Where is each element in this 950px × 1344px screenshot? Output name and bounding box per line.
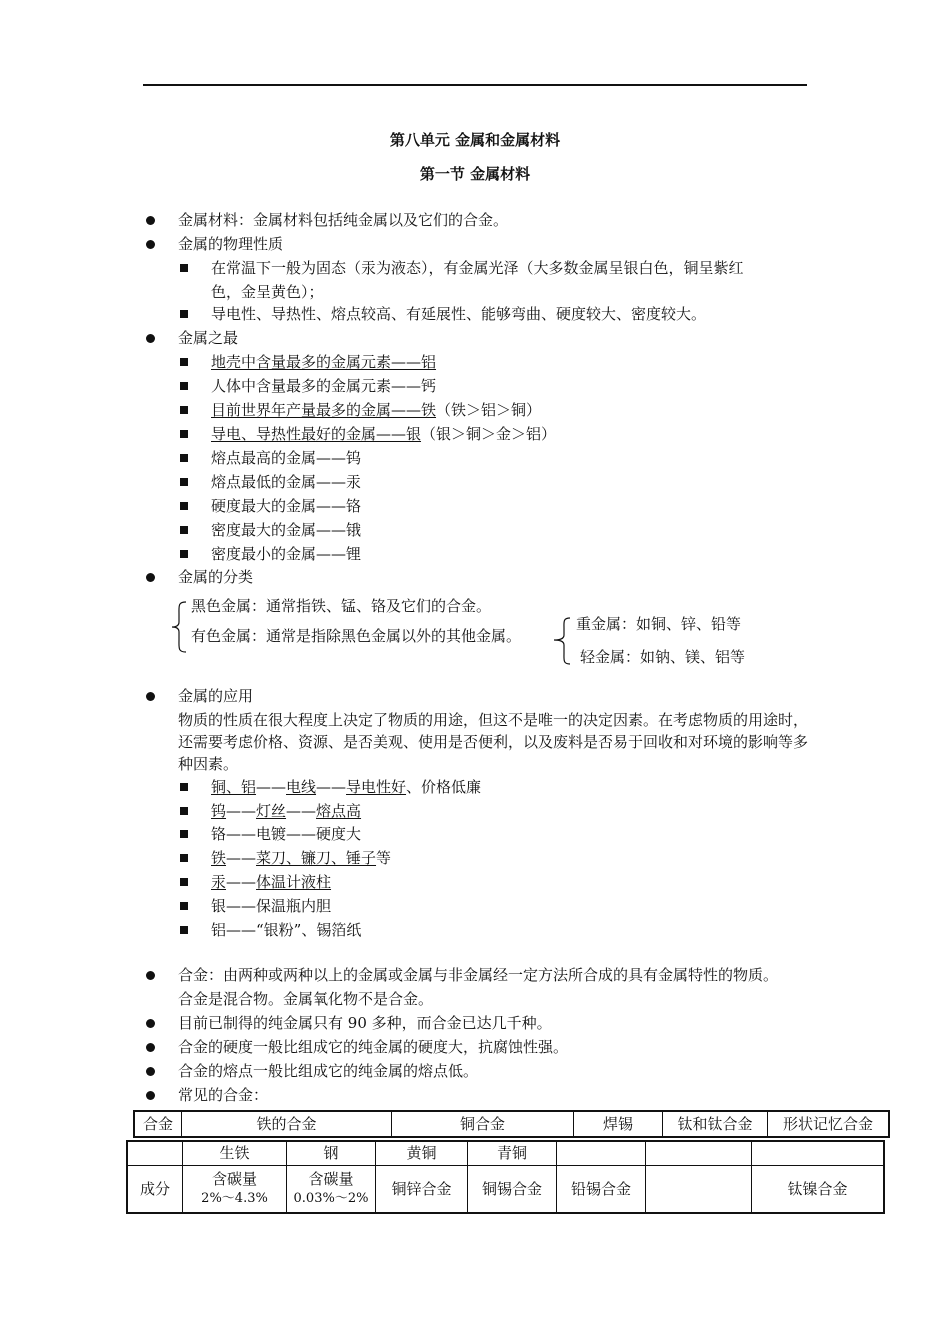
table-cell: 钛和钛合金: [663, 1111, 768, 1137]
apply-item: [211, 847, 391, 869]
apply-metal: 铁: [211, 849, 227, 867]
square-bullet: [180, 830, 188, 838]
square-bullet: [180, 550, 188, 558]
carbon-label: 含碳量: [211, 1169, 257, 1188]
table-cell: [752, 1141, 885, 1165]
table-cell: 焊锡: [574, 1111, 663, 1137]
apply-sep: ——: [316, 778, 347, 796]
square-bullet: [180, 382, 188, 390]
square-bullet: [180, 310, 188, 318]
black-metal-text: 黑色金属：通常指铁、锰、铬及它们的合金。: [191, 597, 492, 615]
apply-reason: 熔点高: [316, 802, 362, 820]
square-bullet: [180, 454, 188, 462]
apply-item: [211, 800, 361, 822]
bullet-dot: [146, 240, 155, 249]
apply-extra: 等: [376, 849, 392, 867]
apply-metal: 钨: [211, 802, 227, 820]
left-brace-icon: [170, 600, 188, 654]
square-bullet: [180, 807, 188, 815]
alloy-fact: 合金的熔点一般比组成它的纯金属的熔点低。: [178, 1062, 479, 1080]
table-cell: 黄铜: [376, 1141, 468, 1165]
square-bullet: [180, 406, 188, 414]
table-cell: 铜锡合金: [468, 1165, 557, 1213]
bullet-dot: [146, 334, 155, 343]
table-cell: 铁的合金: [182, 1111, 392, 1137]
bullet-dot: [146, 573, 155, 582]
most-item-note: （银＞铜＞金＞铝）: [421, 425, 557, 443]
section-title: 第一节 金属材料: [419, 165, 531, 183]
bullet-dot: [146, 216, 155, 225]
apply-use: 灯丝: [256, 802, 287, 820]
most-item: 密度最小的金属——锂: [211, 545, 362, 563]
carbon-range: 2%～4.3%: [201, 1190, 268, 1206]
apply-use: 体温计液柱: [256, 873, 332, 891]
header-rule: [143, 84, 807, 86]
table-cell: 铜合金: [392, 1111, 574, 1137]
most-item: 人体中含量最多的金属元素——钙: [211, 377, 437, 395]
table-cell: 生铁: [183, 1141, 287, 1165]
apply-item: 银——保温瓶内胆: [211, 897, 332, 915]
square-bullet: [180, 526, 188, 534]
most-item-main: 目前世界年产量最多的金属——铁: [211, 401, 437, 419]
apply-reason: 导电性好: [346, 778, 407, 796]
most-item-main: 导电、导热性最好的金属——银: [211, 425, 422, 443]
table-row-label: 成分: [127, 1165, 183, 1213]
heavy-metal-text: 重金属：如铜、锌、铅等: [576, 615, 742, 633]
square-bullet: [180, 502, 188, 510]
apply-sep: ——: [286, 802, 317, 820]
definition-text: 金属材料：金属材料包括纯金属以及它们的合金。: [178, 211, 509, 229]
table-cell: 形状记忆合金: [768, 1111, 890, 1137]
square-bullet: [180, 478, 188, 486]
alloy-def: 合金：由两种或两种以上的金属或金属与非金属经一定方法所合成的具有金属特性的物质。: [178, 966, 779, 984]
carbon-range: 0.03%～2%: [293, 1190, 369, 1206]
square-bullet: [180, 878, 188, 886]
table-cell: [646, 1141, 752, 1165]
bullet-dot: [146, 1091, 155, 1100]
table-cell: 钛镍合金: [752, 1165, 885, 1213]
alloy-fact: 合金的硬度一般比组成它的纯金属的硬度大，抗腐蚀性强。: [178, 1038, 569, 1056]
apply-sep: ——: [226, 849, 257, 867]
table-cell: 钢: [287, 1141, 376, 1165]
most-item: 密度最大的金属——锇: [211, 521, 362, 539]
most-item: 硬度最大的金属——铬: [211, 497, 362, 515]
alloy-table-header: [133, 1110, 890, 1138]
right-brace-icon: [552, 616, 572, 666]
apply-metal: 铜、铝: [211, 778, 257, 796]
colored-metal-text: 有色金属：通常是指除黑色金属以外的其他金属。: [191, 627, 522, 645]
most-item: [211, 423, 556, 445]
apply-sep: ——: [226, 802, 257, 820]
apply-use: 菜刀、镰刀、锤子: [256, 849, 377, 867]
square-bullet: [180, 854, 188, 862]
physical-line1b: 色，金呈黄色）；: [211, 283, 324, 301]
apply-paragraph: 物质的性质在很大程度上决定了物质的用途，但这不是唯一的决定因素。在考虑物质的用途时，还需要考虑价格、资源、是否美观、使用是否便利，以及废料是否易于回收和对环境的影响等多种因素。: [178, 711, 809, 773]
square-bullet: [180, 783, 188, 791]
light-metal-text: 轻金属：如钠、镁、铝等: [580, 648, 746, 666]
table-cell: 铜锌合金: [376, 1165, 468, 1213]
table-cell: 铅锡合金: [557, 1165, 646, 1213]
most-item-note: （铁＞铝＞铜）: [436, 401, 542, 419]
apply-item: [211, 871, 331, 893]
physical-line2: 导电性、导热性、熔点较高、有延展性、能够弯曲、硬度较大、密度较大。: [211, 305, 707, 323]
unit-title: 第八单元 金属和金属材料: [389, 131, 561, 149]
apply-item: 铝——“银粉”、锡箔纸: [211, 921, 362, 939]
apply-extra: 、价格低廉: [406, 778, 482, 796]
bullet-dot: [146, 1067, 155, 1076]
apply-metal: 汞: [211, 873, 227, 891]
table-cell: [646, 1165, 752, 1213]
table-cell: [127, 1141, 183, 1165]
physical-heading: 金属的物理性质: [178, 235, 284, 253]
square-bullet: [180, 430, 188, 438]
table-cell: 青铜: [468, 1141, 557, 1165]
most-heading: 金属之最: [178, 329, 239, 347]
apply-use: 电线: [286, 778, 317, 796]
alloy-fact: 目前已制得的纯金属只有 90 多种，而合金已达几千种。: [178, 1014, 552, 1032]
apply-sep: ——: [226, 873, 257, 891]
alloy-table-body: [126, 1140, 885, 1214]
bullet-dot: [146, 971, 155, 980]
apply-item: [211, 776, 481, 798]
most-item: 熔点最低的金属——汞: [211, 473, 362, 491]
most-item: 地壳中含量最多的金属元素——铝: [211, 353, 437, 371]
bullet-dot: [146, 1019, 155, 1028]
apply-sep: ——: [256, 778, 287, 796]
bullet-dot: [146, 1043, 155, 1052]
square-bullet: [180, 358, 188, 366]
table-cell: [287, 1165, 376, 1213]
square-bullet: [180, 902, 188, 910]
most-item: [211, 399, 541, 421]
apply-item: 铬——电镀——硬度大: [211, 825, 362, 843]
table-cell: [183, 1165, 287, 1213]
table-cell: [557, 1141, 646, 1165]
table-cell: 合金: [134, 1111, 182, 1137]
alloy-def-b: 合金是混合物。金属氧化物不是合金。: [178, 990, 434, 1008]
square-bullet: [180, 264, 188, 272]
carbon-label: 含碳量: [308, 1169, 354, 1188]
apply-heading: 金属的应用: [178, 687, 254, 705]
physical-line1: 在常温下一般为固态（汞为液态），有金属光泽（大多数金属呈银白色，铜呈紫红: [211, 259, 744, 277]
bullet-dot: [146, 692, 155, 701]
classify-heading: 金属的分类: [178, 568, 254, 586]
alloy-fact: 常见的合金：: [178, 1086, 269, 1104]
most-item: 熔点最高的金属——钨: [211, 449, 362, 467]
square-bullet: [180, 926, 188, 934]
